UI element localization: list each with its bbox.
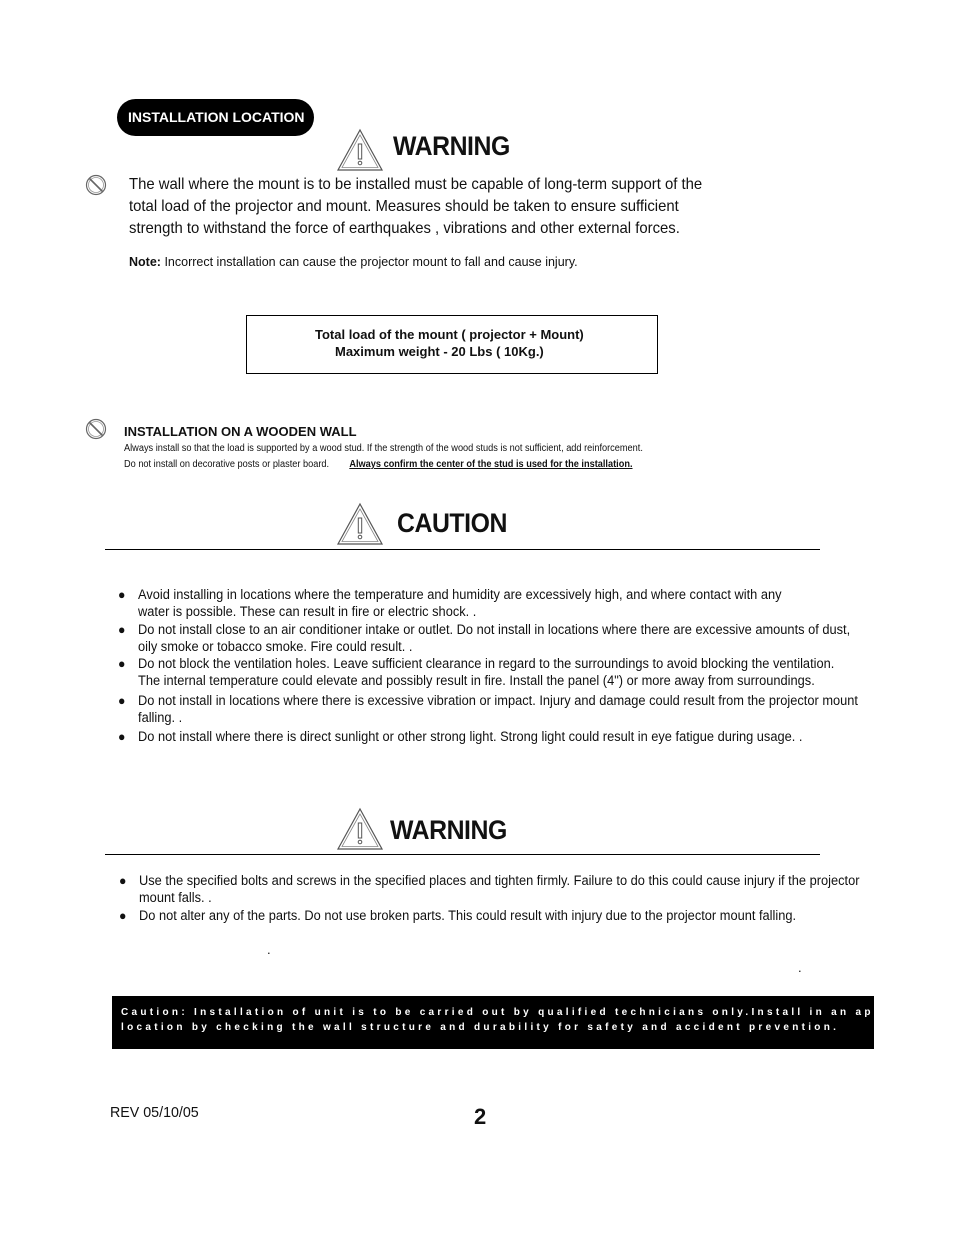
list-item-line: falling. . xyxy=(138,710,183,725)
warning-paragraph xyxy=(129,174,702,240)
note xyxy=(129,255,578,269)
page-number: 2 xyxy=(474,1104,487,1129)
bullet-dot: ● xyxy=(118,729,126,744)
list-item-line: The internal temperature could elevate and possibly result in fire. Install the panel (4") or more away from surroundings. xyxy=(138,673,815,688)
bullet-dot: ● xyxy=(118,622,126,637)
list-item xyxy=(119,872,860,906)
list-item xyxy=(118,728,803,745)
warning-title: WARNING xyxy=(390,815,507,845)
list-item-line: Do not install close to an air conditioner intake or outlet. Do not install in locations where there are excessive amounts of dust, xyxy=(138,622,851,637)
section-label: INSTALLATION LOCATION xyxy=(117,99,314,136)
list-item-line: oily smoke or tobacco smoke. Fire could result. . xyxy=(138,639,413,654)
divider xyxy=(105,549,820,550)
caution-list xyxy=(118,586,878,756)
warning-title: WARNING xyxy=(393,131,510,161)
prohibited-icon xyxy=(85,174,107,196)
list-item-line: Avoid installing in locations where the temperature and humidity are excessively high, and where contact with any xyxy=(138,587,782,602)
wooden-wall-text: Do not install on decorative posts or plaster board. xyxy=(124,459,330,470)
list-item-line: Do not install where there is direct sunlight or other strong light. Strong light could result in eye fatigue during usage. . xyxy=(138,729,803,744)
list-item-line: mount falls. . xyxy=(139,890,212,905)
banner-line: location by checking the wall structure and durability for safety and accident prevention. xyxy=(121,1022,840,1033)
warning-line: total load of the projector and mount. Measures should be taken to ensure sufficient xyxy=(129,198,679,215)
wooden-wall-line2 xyxy=(124,459,633,470)
list-item-line: Do not alter any of the parts. Do not use broken parts. This could result with injury due to the projector mount falling. xyxy=(139,908,797,923)
warning-triangle-icon xyxy=(336,128,384,172)
list-item xyxy=(118,621,851,655)
load-box-line2: Maximum weight - 20 Lbs ( 10Kg.) xyxy=(335,344,544,359)
wooden-wall-line1: Always install so that the load is supported by a wood stud. If the strength of the wood studs is not sufficient, add reinforcement. xyxy=(124,443,643,454)
list-item-line: Do not install in locations where there is excessive vibration or impact. Injury and damage could result from the projector mount xyxy=(138,693,858,708)
list-item xyxy=(118,692,858,726)
list-item-line: Do not block the ventilation holes. Leave sufficient clearance in regard to the surroundings to avoid blocking the ventilation. xyxy=(138,656,835,671)
warning-list xyxy=(119,872,879,932)
list-item xyxy=(118,586,782,620)
warning-line: The wall where the mount is to be installed must be capable of long-term support of the xyxy=(129,176,703,193)
warning-line: strength to withstand the force of earthquakes , vibrations and other external forces. xyxy=(129,220,680,237)
bullet-dot: ● xyxy=(118,587,126,602)
load-box xyxy=(246,315,658,374)
bullet-dot: ● xyxy=(119,873,127,888)
caution-banner xyxy=(112,996,947,1049)
note-label: Note: xyxy=(129,255,161,269)
bullet-dot: ● xyxy=(118,656,126,671)
banner-line: Caution: Installation of unit is to be carried out by qualified technicians only.Install in an appropriate xyxy=(121,1007,947,1018)
list-item xyxy=(119,907,797,924)
revision-label: REV 05/10/05 xyxy=(110,1104,199,1121)
stray-mark: . xyxy=(267,942,271,957)
load-box-line1: Total load of the mount ( projector + Mount) xyxy=(315,327,584,342)
list-item-line: Use the specified bolts and screws in the specified places and tighten firmly. Failure to do this could cause injury if the projector xyxy=(139,873,860,888)
bullet-dot: ● xyxy=(119,908,127,923)
bullet-dot: ● xyxy=(118,693,126,708)
list-item xyxy=(118,655,835,689)
note-text: Incorrect installation can cause the projector mount to fall and cause injury. xyxy=(164,255,578,269)
list-item-line: water is possible. These can result in fire or electric shock. . xyxy=(138,604,477,619)
wooden-wall-emphasis: Always confirm the center of the stud is used for the installation. xyxy=(349,459,633,470)
warning-triangle-icon xyxy=(336,502,384,546)
caution-title: CAUTION xyxy=(397,508,507,538)
warning-triangle-icon xyxy=(336,807,384,851)
prohibited-icon xyxy=(85,418,107,440)
divider xyxy=(105,854,820,855)
wooden-wall-title: INSTALLATION ON A WOODEN WALL xyxy=(124,424,357,439)
stray-mark: . xyxy=(798,960,802,975)
